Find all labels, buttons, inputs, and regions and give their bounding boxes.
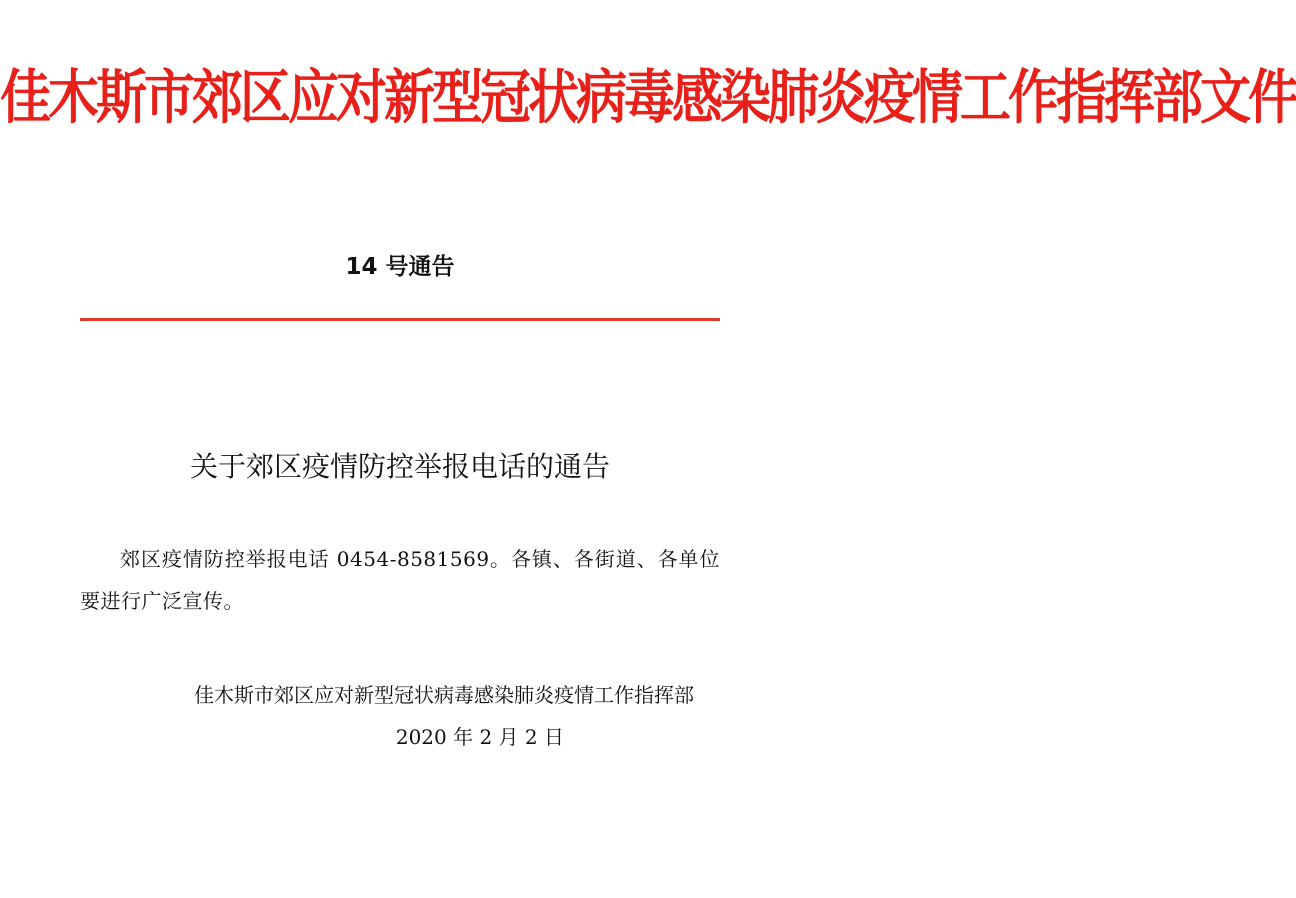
notice-title: 关于郊区疫情防控举报电话的通告 [189, 450, 610, 483]
issue-date: 2020 年 2 月 2 日 [395, 725, 564, 749]
red-divider-line [80, 318, 720, 321]
issuer-signature: 佳木斯市郊区应对新型冠状病毒感染肺炎疫情工作指挥部 [194, 683, 694, 707]
document-number: 14 号通告 [345, 254, 455, 280]
document-header-title: 佳木斯市郊区应对新型冠状病毒感染肺炎疫情工作指挥部文件 [0, 63, 1296, 133]
notice-body: 郊区疫情防控举报电话 0454-8581569。各镇、各街道、各单位要进行广泛宣传。 [80, 547, 720, 613]
